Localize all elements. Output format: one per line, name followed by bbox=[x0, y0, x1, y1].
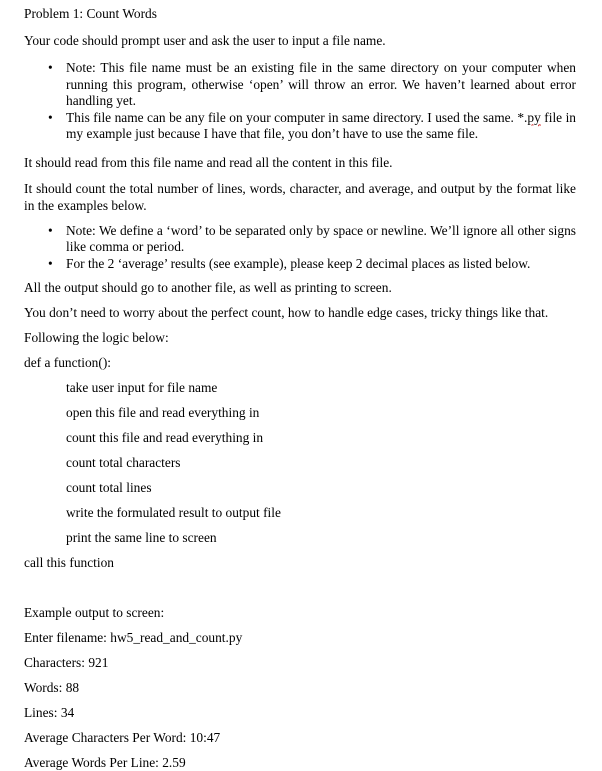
note-text: This file name can be any file on your computer in same directory. I used the same. *. bbox=[66, 109, 528, 125]
read-instruction: It should read from this file name and read all the content in this file. bbox=[24, 154, 393, 170]
intro-paragraph: Your code should prompt user and ask the user to input a file name. bbox=[24, 33, 386, 48]
output-instruction: All the output should go to another file, as well as printing to screen. bbox=[24, 280, 392, 295]
example-line: Average Characters Per Word: 10:47 bbox=[24, 730, 221, 745]
example-line: Enter filename: hw5_read_and_count.py bbox=[24, 630, 243, 645]
step-item: open this file and read everything in bbox=[66, 405, 260, 420]
note-text: Note: This file name must be an existing file in the same directory on your computer when running this program, otherwise ‘open’ will throw an error. We haven’t learned about error handling yet. bbox=[66, 60, 576, 108]
step-item: count total lines bbox=[66, 480, 152, 495]
bullet-icon: • bbox=[48, 255, 53, 271]
note-text-continued: file in my example just because I have that file, you don’t have to use the same file. bbox=[66, 109, 576, 141]
example-line: Average Words Per Line: 2.59 bbox=[24, 755, 186, 770]
bullet-icon: • bbox=[48, 222, 53, 238]
step-item: count total characters bbox=[66, 455, 181, 470]
note-word-definition bbox=[24, 223, 576, 256]
example-output bbox=[24, 630, 576, 771]
function-definition: def a function(): bbox=[24, 355, 111, 370]
bullet-icon: • bbox=[48, 109, 53, 125]
step-item: count this file and read everything in bbox=[66, 430, 264, 445]
step-item: take user input for file name bbox=[66, 380, 218, 395]
function-steps bbox=[24, 380, 576, 546]
step-item: write the formulated result to output file bbox=[66, 505, 281, 520]
logic-heading: Following the logic below: bbox=[24, 330, 169, 345]
note-text: For the 2 ‘average’ results (see example), please keep 2 decimal places as listed below. bbox=[66, 255, 531, 271]
example-line: Lines: 34 bbox=[24, 705, 75, 720]
example-line: Characters: 921 bbox=[24, 655, 109, 670]
spellcheck-underlined-word: py bbox=[527, 109, 541, 125]
notes-list-1 bbox=[24, 60, 576, 143]
example-line: Words: 88 bbox=[24, 680, 80, 695]
notes-list-2 bbox=[24, 223, 576, 273]
step-item: print the same line to screen bbox=[66, 530, 217, 545]
count-instruction: It should count the total number of lines, words, character, and average, and output by the format like in the examples below. bbox=[24, 180, 576, 213]
note-average-decimals bbox=[24, 256, 576, 273]
note-text: Note: We define a ‘word’ to be separated only by space or newline. We’ll ignore all other signs like comma or period. bbox=[66, 222, 576, 254]
bullet-icon: • bbox=[48, 60, 53, 75]
note-existing-file bbox=[24, 60, 576, 110]
note-any-file bbox=[24, 110, 576, 143]
problem-title: Problem 1: Count Words bbox=[24, 6, 157, 21]
call-function-line: call this function bbox=[24, 555, 114, 570]
edge-case-instruction: You don’t need to worry about the perfect count, how to handle edge cases, tricky things like that. bbox=[24, 305, 549, 320]
example-output-heading: Example output to screen: bbox=[24, 605, 165, 620]
